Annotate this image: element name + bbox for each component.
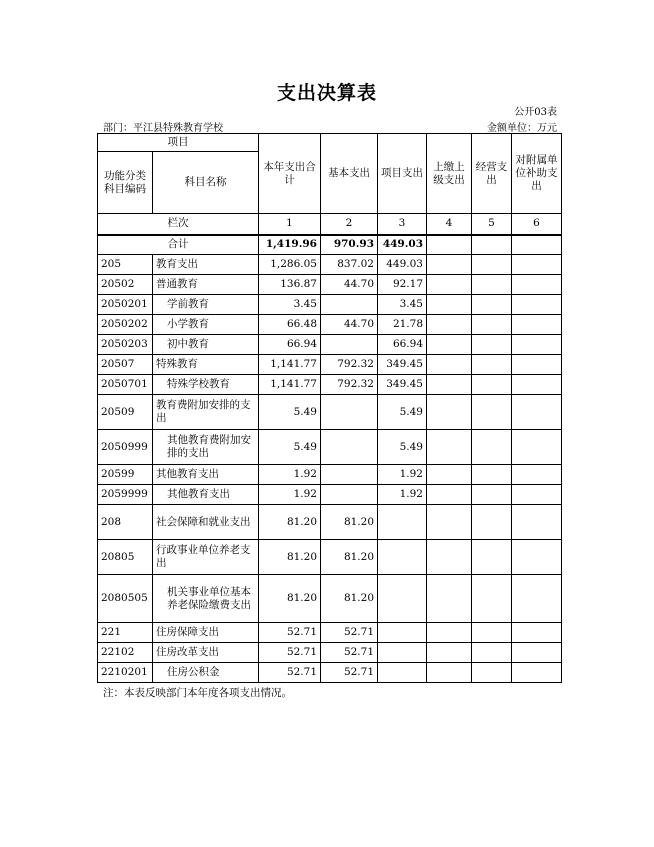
row-name: 住房公积金 <box>153 663 259 683</box>
empty-cell <box>512 315 562 335</box>
table-row <box>98 375 562 395</box>
empty-cell <box>512 275 562 295</box>
row-project <box>378 540 427 575</box>
empty-cell <box>512 235 562 255</box>
row-project <box>378 623 427 643</box>
row-basic <box>321 395 378 430</box>
footnote: 注：本表反映部门本年度各项支出情况。 <box>103 687 292 699</box>
row-basic: 81.20 <box>321 505 378 540</box>
empty-cell <box>472 295 512 315</box>
row-basic: 44.70 <box>321 315 378 335</box>
empty-cell <box>427 540 472 575</box>
row-project: 66.94 <box>378 335 427 355</box>
row-code: 2050999 <box>98 430 153 465</box>
empty-cell <box>512 295 562 315</box>
empty-cell <box>512 485 562 505</box>
row-total: 81.20 <box>259 575 321 623</box>
row-name: 普通教育 <box>153 275 259 295</box>
row-project <box>378 575 427 623</box>
column-number: 3 <box>378 214 427 235</box>
row-name: 教育支出 <box>153 255 259 275</box>
row-total: 5.49 <box>259 430 321 465</box>
row-basic: 792.32 <box>321 355 378 375</box>
empty-cell <box>472 663 512 683</box>
row-project: 449.03 <box>378 255 427 275</box>
empty-cell <box>472 485 512 505</box>
header-business: 经营支出 <box>472 134 512 214</box>
table-row <box>98 465 562 485</box>
empty-cell <box>512 375 562 395</box>
table-row <box>98 575 562 623</box>
row-name: 住房保障支出 <box>153 623 259 643</box>
empty-cell <box>427 505 472 540</box>
column-number: 6 <box>512 214 562 235</box>
row-code: 20509 <box>98 395 153 430</box>
form-code: 公开03表 <box>514 107 557 118</box>
table-row <box>98 355 562 375</box>
empty-cell <box>472 430 512 465</box>
amount-unit-label: 金额单位：万元 <box>487 123 557 134</box>
empty-cell <box>427 275 472 295</box>
row-basic: 52.71 <box>321 623 378 643</box>
row-project <box>378 505 427 540</box>
empty-cell <box>427 663 472 683</box>
row-name: 其他教育支出 <box>153 465 259 485</box>
row-code: 2050203 <box>98 335 153 355</box>
row-name: 机关事业单位基本养老保险缴费支出 <box>153 575 259 623</box>
empty-cell <box>512 395 562 430</box>
table-row <box>98 295 562 315</box>
row-code: 2050202 <box>98 315 153 335</box>
empty-cell <box>472 255 512 275</box>
empty-cell <box>472 355 512 375</box>
row-project: 5.49 <box>378 395 427 430</box>
table-row <box>98 275 562 295</box>
empty-cell <box>472 375 512 395</box>
total-basic: 970.93 <box>321 235 378 255</box>
page-title: 支出决算表 <box>276 82 377 104</box>
row-basic: 792.32 <box>321 375 378 395</box>
empty-cell <box>472 315 512 335</box>
row-code: 2059999 <box>98 485 153 505</box>
row-total: 52.71 <box>259 623 321 643</box>
total-project: 449.03 <box>378 235 427 255</box>
row-basic: 81.20 <box>321 540 378 575</box>
row-basic <box>321 430 378 465</box>
empty-cell <box>512 355 562 375</box>
table-row <box>98 430 562 465</box>
empty-cell <box>472 235 512 255</box>
empty-cell <box>472 505 512 540</box>
row-basic: 52.71 <box>321 643 378 663</box>
empty-cell <box>427 623 472 643</box>
row-code: 2050701 <box>98 375 153 395</box>
empty-cell <box>427 315 472 335</box>
row-code: 20599 <box>98 465 153 485</box>
empty-cell <box>427 295 472 315</box>
empty-cell <box>472 623 512 643</box>
row-project: 349.45 <box>378 375 427 395</box>
row-code: 221 <box>98 623 153 643</box>
expenditure-table <box>97 133 562 683</box>
empty-cell <box>512 255 562 275</box>
row-name: 特殊教育 <box>153 355 259 375</box>
empty-cell <box>427 643 472 663</box>
row-code: 20507 <box>98 355 153 375</box>
row-code: 2080505 <box>98 575 153 623</box>
empty-cell <box>427 335 472 355</box>
header-project: 项目 <box>98 134 259 152</box>
row-name: 住房改革支出 <box>153 643 259 663</box>
row-total: 52.71 <box>259 643 321 663</box>
empty-cell <box>427 485 472 505</box>
row-code: 2050201 <box>98 295 153 315</box>
column-number: 5 <box>472 214 512 235</box>
row-basic: 44.70 <box>321 275 378 295</box>
row-name: 行政事业单位养老支出 <box>153 540 259 575</box>
empty-cell <box>512 335 562 355</box>
empty-cell <box>472 540 512 575</box>
empty-cell <box>427 375 472 395</box>
total-row <box>98 235 562 255</box>
row-code: 208 <box>98 505 153 540</box>
row-project: 21.78 <box>378 315 427 335</box>
empty-cell <box>512 430 562 465</box>
header-name: 科目名称 <box>153 152 259 214</box>
column-number: 1 <box>259 214 321 235</box>
row-code: 22102 <box>98 643 153 663</box>
empty-cell <box>512 540 562 575</box>
empty-cell <box>427 465 472 485</box>
row-total: 81.20 <box>259 505 321 540</box>
row-code: 2210201 <box>98 663 153 683</box>
total-annual: 1,419.96 <box>259 235 321 255</box>
table-row <box>98 255 562 275</box>
empty-cell <box>512 505 562 540</box>
row-project: 1.92 <box>378 485 427 505</box>
header-subsidy: 对附属单位补助支出 <box>512 134 562 214</box>
row-total: 136.87 <box>259 275 321 295</box>
header-upper: 上缴上级支出 <box>427 134 472 214</box>
row-total: 1,286.05 <box>259 255 321 275</box>
empty-cell <box>472 575 512 623</box>
row-project: 1.92 <box>378 465 427 485</box>
header-code: 功能分类科目编码 <box>98 152 153 214</box>
row-total: 66.94 <box>259 335 321 355</box>
row-code: 20502 <box>98 275 153 295</box>
row-project <box>378 663 427 683</box>
empty-cell <box>472 275 512 295</box>
empty-cell <box>472 395 512 430</box>
row-project: 5.49 <box>378 430 427 465</box>
total-label: 合计 <box>98 235 259 255</box>
row-total: 52.71 <box>259 663 321 683</box>
empty-cell <box>512 465 562 485</box>
row-code: 20805 <box>98 540 153 575</box>
row-project: 92.17 <box>378 275 427 295</box>
row-total: 3.45 <box>259 295 321 315</box>
row-basic: 52.71 <box>321 663 378 683</box>
row-total: 1,141.77 <box>259 375 321 395</box>
table-row <box>98 485 562 505</box>
column-number-label: 栏次 <box>98 214 259 235</box>
table-row <box>98 315 562 335</box>
row-code: 205 <box>98 255 153 275</box>
row-name: 教育费附加安排的支出 <box>153 395 259 430</box>
header-annual-total: 本年支出合计 <box>259 134 321 214</box>
table-row <box>98 623 562 643</box>
empty-cell <box>512 663 562 683</box>
row-total: 5.49 <box>259 395 321 430</box>
row-name: 学前教育 <box>153 295 259 315</box>
row-name: 其他教育费附加安排的支出 <box>153 430 259 465</box>
column-number: 4 <box>427 214 472 235</box>
row-name: 社会保障和就业支出 <box>153 505 259 540</box>
empty-cell <box>512 643 562 663</box>
row-total: 1.92 <box>259 465 321 485</box>
row-name: 小学教育 <box>153 315 259 335</box>
row-total: 66.48 <box>259 315 321 335</box>
table-row <box>98 663 562 683</box>
row-total: 1,141.77 <box>259 355 321 375</box>
empty-cell <box>427 235 472 255</box>
empty-cell <box>472 465 512 485</box>
row-basic <box>321 485 378 505</box>
row-project <box>378 643 427 663</box>
row-name: 初中教育 <box>153 335 259 355</box>
table-row <box>98 335 562 355</box>
empty-cell <box>427 395 472 430</box>
row-name: 其他教育支出 <box>153 485 259 505</box>
row-project: 349.45 <box>378 355 427 375</box>
table-row <box>98 643 562 663</box>
row-basic <box>321 335 378 355</box>
row-name: 特殊学校教育 <box>153 375 259 395</box>
department-label: 部门：平江县特殊教育学校 <box>103 123 223 134</box>
table-row <box>98 395 562 430</box>
header-project-exp: 项目支出 <box>378 134 427 214</box>
empty-cell <box>427 575 472 623</box>
column-number: 2 <box>321 214 378 235</box>
empty-cell <box>472 335 512 355</box>
row-total: 81.20 <box>259 540 321 575</box>
row-basic <box>321 295 378 315</box>
empty-cell <box>512 623 562 643</box>
row-project: 3.45 <box>378 295 427 315</box>
row-basic <box>321 465 378 485</box>
row-basic: 81.20 <box>321 575 378 623</box>
empty-cell <box>427 430 472 465</box>
header-basic: 基本支出 <box>321 134 378 214</box>
table-row <box>98 540 562 575</box>
empty-cell <box>427 355 472 375</box>
empty-cell <box>512 575 562 623</box>
row-total: 1.92 <box>259 485 321 505</box>
row-basic: 837.02 <box>321 255 378 275</box>
table-row <box>98 505 562 540</box>
empty-cell <box>427 255 472 275</box>
empty-cell <box>472 643 512 663</box>
